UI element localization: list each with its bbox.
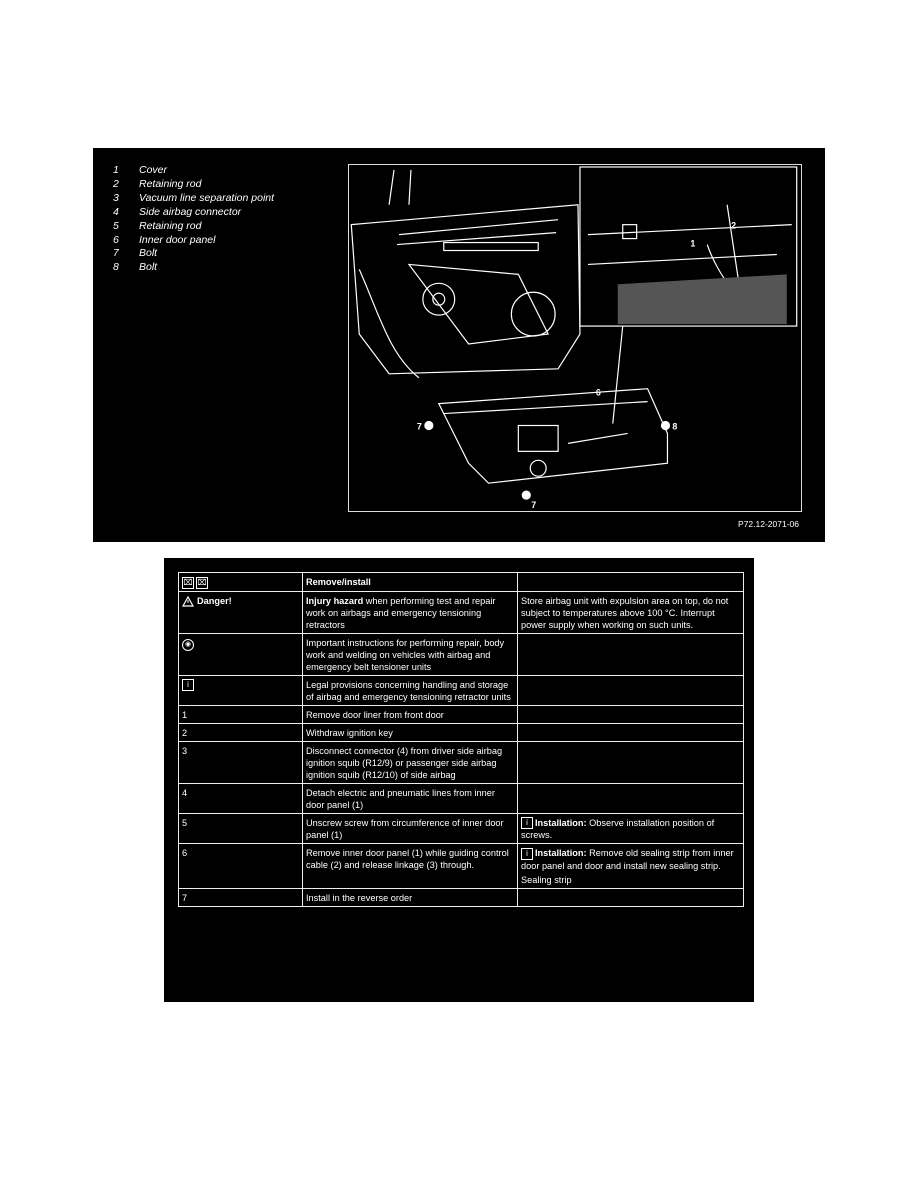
step-note: Observe installation position of screws.: [521, 817, 715, 841]
danger-label-cell: [179, 591, 303, 633]
bolt-8-marker: [662, 422, 670, 430]
step-number: 2: [179, 723, 303, 741]
step-note-cell: [518, 723, 744, 741]
inset-line: [588, 254, 777, 264]
speaker-opening: [511, 292, 555, 336]
legal-text: Legal provisions concerning handling and storage of airbag and emergency tensioning retractor units: [303, 675, 518, 705]
danger-label: Danger!: [197, 595, 232, 606]
panel-cable-line: [568, 433, 628, 443]
panel-edge-line: [444, 402, 648, 414]
step-note-cell: [518, 705, 744, 723]
door-frame-outline: [351, 205, 580, 374]
important-icon-cell: [179, 633, 303, 675]
step-number: 5: [179, 813, 303, 844]
figure-legend: [113, 164, 274, 275]
installation-label: Installation:: [535, 817, 587, 828]
step-text: Install in the reverse order: [303, 888, 518, 906]
hazard-bold: Injury hazard: [306, 595, 364, 606]
inset-connector: [623, 225, 637, 239]
sealing-strip-label: Sealing strip: [521, 874, 572, 885]
important-text: Important instructions for performing repair, body work and welding on vehicles with airbag and emergency belt tensioner units: [303, 633, 518, 675]
step-number: 4: [179, 783, 303, 813]
step-text: Remove inner door panel (1) while guiding control cable (2) and release linkage (3) through.: [303, 844, 518, 889]
leader-line: [613, 326, 623, 423]
inset-hatched-area: [618, 274, 787, 324]
step-note-cell: [518, 888, 744, 906]
header-title: Remove/install: [303, 573, 518, 592]
table-row: [179, 783, 744, 813]
step-note-cell: [518, 741, 744, 783]
legend-item: 2 Retaining rod: [113, 177, 202, 190]
callout-8: 8: [672, 421, 678, 432]
window-channel-line: [399, 220, 558, 235]
legend-item: 5 Retaining rod: [113, 219, 202, 232]
callout-1: 1: [690, 238, 696, 249]
remove-install-icon: ⌧: [197, 577, 207, 587]
table-row: [179, 705, 744, 723]
installation-label: Installation:: [535, 848, 587, 859]
table-row: [179, 723, 744, 741]
header-empty-cell: [518, 573, 744, 592]
hazard-text: when performing test and repair work on airbags and emergency tensioning retractors: [306, 595, 496, 630]
info-icon: i: [521, 848, 533, 860]
table-row: [179, 888, 744, 906]
legal-icon-cell: [179, 675, 303, 705]
info-icon: i: [521, 817, 533, 829]
table-header-row: [179, 573, 744, 592]
remove-install-icon: ⌧: [183, 577, 193, 587]
procedure-table: [178, 572, 744, 907]
step-note-cell: [518, 813, 744, 844]
callout-7-bottom: 7: [531, 500, 537, 511]
figure-reference: P72.12-2071-06: [738, 519, 799, 529]
step-text: Unscrew screw from circumference of inner door panel (1): [303, 813, 518, 844]
legend-item: 8 Bolt: [113, 261, 158, 274]
step-text: Disconnect connector (4) from driver side airbag ignition squib (R12/9) or passenger side airbag ignition squib (R12/10) of side airbag: [303, 741, 518, 783]
speaker-circle: [423, 283, 455, 315]
important-eye-icon: ◉: [182, 639, 194, 651]
airbag-module: [518, 425, 558, 451]
danger-note: Store airbag unit with expulsion area on top, do not subject to temperatures above 100 °C. Interrupt power supply when working on such units.: [518, 591, 744, 633]
legal-note-cell: [518, 675, 744, 705]
table-row: [179, 813, 744, 844]
step-number: 6: [179, 844, 303, 889]
table-row: [179, 844, 744, 889]
callout-2: 2: [731, 220, 737, 231]
step-note-cell: [518, 844, 744, 889]
legend-item: 1 Cover: [113, 164, 168, 176]
legend-item: 3 Vacuum line separation point: [113, 191, 275, 204]
procedure-table-panel: [164, 558, 754, 1002]
legend-item: 6 Inner door panel: [113, 233, 216, 246]
step-text: Withdraw ignition key: [303, 723, 518, 741]
step-number: 1: [179, 705, 303, 723]
important-row: [179, 633, 744, 675]
step-text: Remove door liner from front door: [303, 705, 518, 723]
legal-row: [179, 675, 744, 705]
door-exploded-drawing: [348, 164, 802, 512]
exploded-door-figure: [93, 148, 825, 542]
pillar-line: [389, 170, 394, 205]
danger-text-cell: [303, 591, 518, 633]
step-note: Remove old sealing strip from inner door panel and door and install new sealing strip.: [521, 848, 734, 871]
step-number: 3: [179, 741, 303, 783]
table-row: [179, 741, 744, 783]
bolt-7b-marker: [522, 491, 530, 499]
danger-row: [179, 591, 744, 633]
info-icon: i: [182, 679, 194, 691]
legend-item: 4 Side airbag connector: [113, 205, 242, 218]
callout-7: 7: [416, 421, 422, 432]
header-icons-cell: [179, 573, 303, 592]
important-note-cell: [518, 633, 744, 675]
window-regulator-bar: [444, 243, 538, 251]
warning-triangle-icon: [182, 596, 194, 607]
lock-mechanism-outline: [409, 264, 548, 344]
step-number: 7: [179, 888, 303, 906]
pillar-line: [409, 170, 411, 205]
bolt-circle: [530, 460, 546, 476]
step-note-cell: [518, 783, 744, 813]
door-drawing-svg: [349, 165, 801, 511]
door-curve-line: [359, 269, 419, 377]
inset-line: [588, 225, 792, 235]
bolt-7-marker: [425, 422, 433, 430]
step-text: Detach electric and pneumatic lines from inner door panel (1): [303, 783, 518, 813]
legend-item: 7 Bolt: [113, 247, 158, 260]
callout-6: 6: [595, 387, 601, 398]
